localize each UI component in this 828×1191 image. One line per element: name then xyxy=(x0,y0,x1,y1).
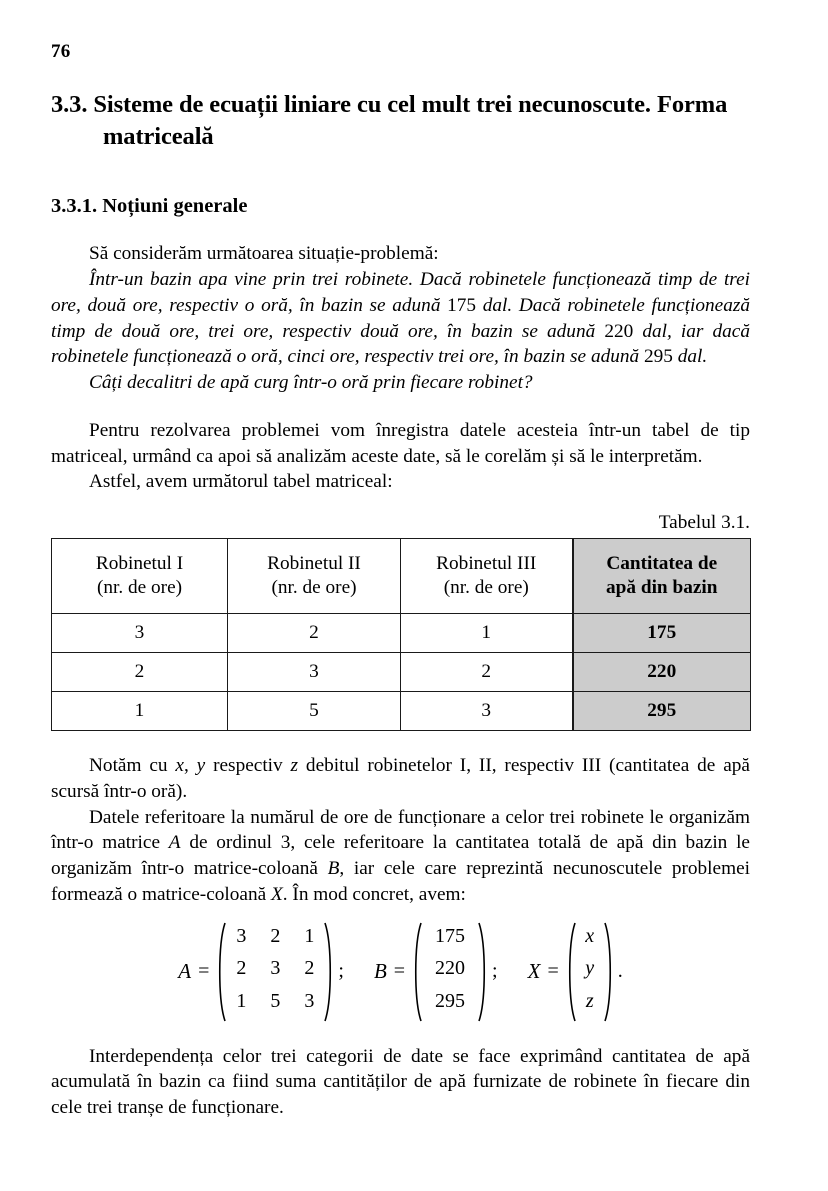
paragraph-problem-statement xyxy=(51,267,750,370)
problem-value-3: 295 xyxy=(643,346,673,368)
header-line-2: apă din bazin xyxy=(606,577,718,599)
table-header-cell-1 xyxy=(228,539,401,614)
matrix-B-body xyxy=(411,922,489,1022)
organize-part-4: . În mod concret, avem: xyxy=(282,883,466,905)
notation-part-1: Notăm cu xyxy=(89,755,176,777)
matrix-X-group xyxy=(528,922,623,1022)
subsection-heading: 3.3.1. Noțiuni generale xyxy=(51,194,248,217)
problem-value-1: 175 xyxy=(447,294,477,316)
table-cell-total: 220 xyxy=(573,653,751,692)
right-paren-icon xyxy=(324,922,335,1022)
matrix-B-equals: = xyxy=(393,960,406,983)
matrix-cell: 2 xyxy=(270,924,281,947)
variable-A: A xyxy=(168,832,181,854)
table-cell: 2 xyxy=(401,653,573,692)
paragraph-table-intro: Astfel, avem următorul tabel matriceal: xyxy=(89,471,393,493)
left-paren-icon xyxy=(411,922,422,1022)
table-row xyxy=(52,614,751,653)
problem-value-2: 220 xyxy=(604,320,634,342)
right-paren-icon xyxy=(478,922,489,1022)
matrix-X-label: X xyxy=(527,959,541,984)
table-row xyxy=(52,692,751,731)
table-row xyxy=(52,653,751,692)
table-cell: 3 xyxy=(52,614,228,653)
section-heading-line1: 3.3. Sisteme de ecuații liniare cu cel mult trei xyxy=(51,91,513,118)
matrix-X-separator: . xyxy=(617,960,623,983)
matrix-B-label: B xyxy=(373,959,387,984)
matrix-B-group xyxy=(374,922,498,1022)
matrix-cell: 3 xyxy=(304,990,315,1013)
notation-part-2: , xyxy=(183,755,197,777)
table-caption: Tabelul 3.1. xyxy=(658,512,750,534)
paragraph-conclusion: Interdependența celor trei categorii de date se face exprimând cantitatea de apă acumulată în bazin ca fiind suma cantităților de apă furnizate de robinete în fiecare din cele trei tranșe de funcționare. xyxy=(51,1045,750,1119)
problem-part-4: dal. xyxy=(672,346,708,368)
matrix-B-cells xyxy=(422,922,478,1022)
matrix-cell: z xyxy=(585,990,594,1013)
table-header-cell-3 xyxy=(573,539,751,614)
section-heading-line2: necunoscute. Forma matriceală xyxy=(103,91,728,151)
notation-part-4: debitul robinetelor I, II, respectiv III (cantitatea de apă scursă într-o oră). xyxy=(51,755,750,802)
matrix-cell: 220 xyxy=(435,957,466,980)
organize-part-1: Datele referitoare la numărul de ore de funcționare a celor trei robinete le organizăm într-o matrice xyxy=(51,806,750,854)
table-cell-total: 175 xyxy=(573,614,751,653)
table-cell: 3 xyxy=(401,692,573,731)
table-header-cell-2 xyxy=(401,539,573,614)
organize-part-2: de ordinul 3, cele referitoare la cantitatea totală de apă din bazin le organizăm într-o matrice-coloană xyxy=(51,832,750,880)
matrix-B-separator: ; xyxy=(492,960,498,983)
problem-part-1: Într-un bazin apa vine prin trei robinete. Dacă robinetele funcționează timp de trei ore, două ore, respectiv o oră, în bazin se adună xyxy=(51,269,750,316)
matrix-cell: 2 xyxy=(304,957,315,980)
matrix-cell: 1 xyxy=(236,990,247,1013)
matrix-cell: 1 xyxy=(304,924,315,947)
variable-X: X xyxy=(271,883,283,905)
header-line-1: Robinetul I xyxy=(95,552,184,574)
matrix-cell: x xyxy=(585,924,595,947)
table-cell: 1 xyxy=(52,692,228,731)
paragraph-intro: Să considerăm următoarea situație-problemă: xyxy=(89,243,439,265)
header-line-1: Robinetul II xyxy=(267,552,361,574)
table-cell: 2 xyxy=(228,614,401,653)
organize-part-3: , iar cele care reprezintă necunoscutele problemei formează o matrice-coloană xyxy=(51,858,750,905)
matrix-A-cells xyxy=(226,922,324,1022)
left-paren-icon xyxy=(565,922,576,1022)
paragraph-notation xyxy=(51,753,750,805)
page-content xyxy=(51,0,750,1121)
matrix-cell: 175 xyxy=(435,924,466,947)
table-header-row xyxy=(52,539,751,614)
left-paren-icon xyxy=(215,922,226,1022)
table-cell: 5 xyxy=(228,692,401,731)
variable-z: z xyxy=(290,755,299,777)
notation-part-3: respectiv xyxy=(205,755,291,777)
matrix-A-label: A xyxy=(178,959,192,984)
matrix-cell: 295 xyxy=(435,990,466,1013)
header-line-1: Cantitatea de xyxy=(606,552,718,574)
matrix-X-cells xyxy=(576,922,604,1022)
table-cell: 3 xyxy=(228,653,401,692)
page-number: 76 xyxy=(51,41,71,62)
problem-intro-block xyxy=(51,241,750,396)
header-line-2: (nr. de ore) xyxy=(271,577,357,599)
table-cell: 2 xyxy=(52,653,228,692)
variable-x: x xyxy=(175,755,184,777)
matrix-cell: 5 xyxy=(270,990,281,1013)
matrix-cell: 3 xyxy=(270,957,281,980)
header-line-2: (nr. de ore) xyxy=(443,577,529,599)
data-table xyxy=(51,538,751,731)
problem-part-3: dal, iar dacă robinetele funcționează o oră, cinci ore, respectiv trei ore, în bazin se adună xyxy=(51,320,750,368)
variable-y: y xyxy=(196,755,206,777)
matrix-A-separator: ; xyxy=(338,960,344,983)
matrix-X-body xyxy=(565,922,615,1022)
matrix-cell: 3 xyxy=(236,924,247,947)
matrix-cell: y xyxy=(585,957,595,980)
paragraph-question: Câți decalitri de apă curg într-o oră prin fiecare robinet? xyxy=(89,372,533,394)
matrix-X-equals: = xyxy=(547,960,559,983)
header-line-1: Robinetul III xyxy=(436,552,537,574)
variable-B: B xyxy=(327,858,340,880)
matrix-A-body xyxy=(215,922,335,1022)
paragraph-solution-approach: Pentru rezolvarea problemei vom înregistra datele acesteia într-un tabel de tip matriceal, urmând ca apoi să analizăm aceste date, să le corelăm și să le interpretăm. xyxy=(51,419,750,467)
right-paren-icon xyxy=(604,922,615,1022)
section-heading xyxy=(51,89,750,154)
matrix-A-equals: = xyxy=(198,960,210,983)
table-header-cell-0 xyxy=(52,539,228,614)
table-cell-total: 295 xyxy=(573,692,751,731)
problem-part-2: dal. Dacă robinetele funcționează timp de două ore, trei ore, respectiv două ore, în bazin se adună xyxy=(51,294,750,342)
header-line-2: (nr. de ore) xyxy=(96,577,183,599)
matrix-equations xyxy=(51,922,750,1022)
matrix-A-group xyxy=(178,922,344,1022)
table-cell: 1 xyxy=(401,614,573,653)
matrix-cell: 2 xyxy=(236,957,247,980)
paragraph-organize xyxy=(51,805,750,908)
